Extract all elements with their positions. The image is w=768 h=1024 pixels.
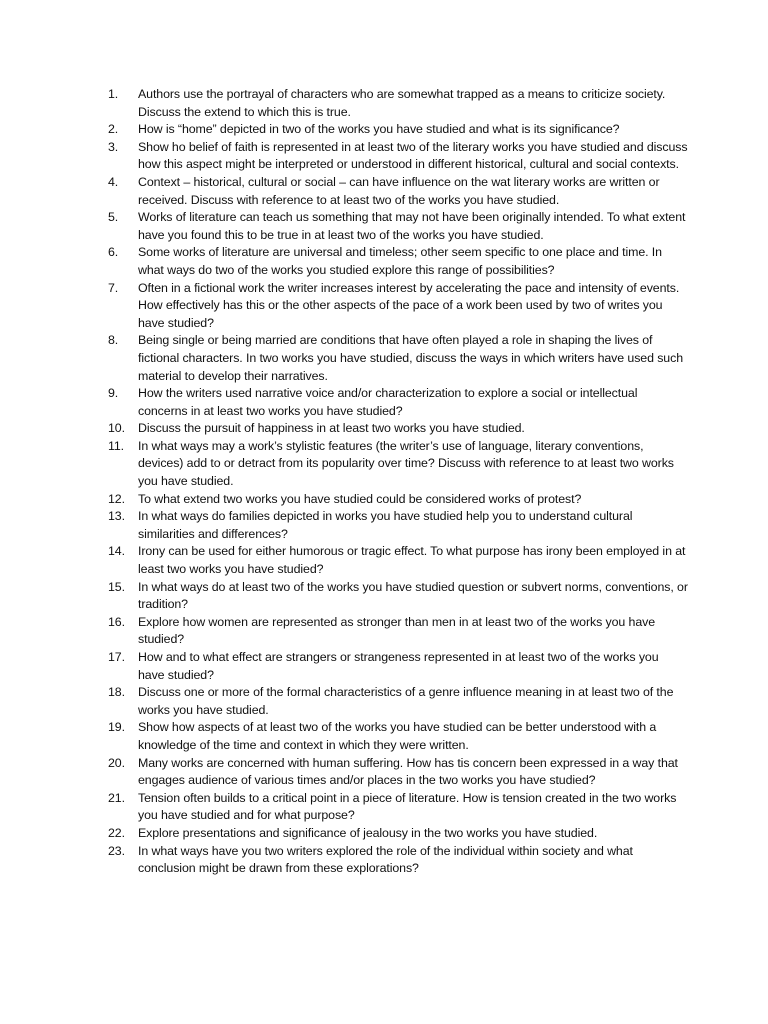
question-text: Often in a fictional work the writer increases interest by accelerating the pace and intensity of events. How effectively has this or the other aspects of the pace of a work been used by two of writes you have studied? xyxy=(138,280,680,330)
question-text: How and to what effect are strangers or strangeness represented in at least two of the works you have studied? xyxy=(138,650,659,682)
question-number: 2. xyxy=(108,122,119,137)
question-text: Explore how women are represented as stronger than men in at least two of the works you have studied? xyxy=(138,614,655,647)
question-number: 18. xyxy=(108,685,125,700)
question-text: Tension often builds to a critical point in a piece of literature. How is tension created in the two works you have studied and for what purpose? xyxy=(138,790,677,823)
question-number: 19. xyxy=(108,720,125,735)
question-text: Explore presentations and significance of jealousy in the two works you have studied. xyxy=(138,825,598,840)
question-item xyxy=(108,139,688,174)
question-number: 8. xyxy=(108,333,119,348)
question-item xyxy=(108,280,688,333)
question-number: 7. xyxy=(108,280,119,295)
question-item xyxy=(108,614,688,649)
question-item xyxy=(108,790,688,825)
question-item xyxy=(108,508,688,543)
question-number: 11. xyxy=(108,438,125,453)
question-number: 10. xyxy=(108,421,125,436)
question-item xyxy=(108,491,688,509)
question-number: 1. xyxy=(108,87,119,101)
question-text: Irony can be used for either humorous or tragic effect. To what purpose has irony been employed in at least two works you have studied? xyxy=(138,544,686,577)
question-text: Discuss the pursuit of happiness in at least two works you have studied. xyxy=(138,421,525,436)
question-text: Some works of literature are universal and timeless; other seem specific to one place and time. In what ways do two of the works you studied explore this range of possibilities? xyxy=(138,245,662,277)
question-item xyxy=(108,579,688,614)
question-number: 17. xyxy=(108,650,125,664)
question-text: In what ways do at least two of the works you have studied question or subvert norms, conventions, or tradition? xyxy=(138,579,688,612)
question-number: 16. xyxy=(108,614,125,629)
question-number: 15. xyxy=(108,579,125,594)
question-text: Being single or being married are conditions that have often played a role in shaping the lives of fictional characters. In two works you have studied, discuss the ways in which writers have used such material to develop their narratives. xyxy=(138,333,683,383)
question-text: Works of literature can teach us something that may not have been originally intended. To what extent have you found this to be true in at least two of the works you have studied. xyxy=(138,210,686,242)
question-text: In what ways may a work’s stylistic features (the writer’s use of language, literary conventions, devices) add to or detract from its popularity over time? Discuss with reference to at least two works you have studied. xyxy=(138,438,674,489)
question-text: Show ho belief of faith is represented in at least two of the literary works you have studied and discuss how this aspect might be interpreted or understood in different historical, cultural and social contexts. xyxy=(138,139,688,172)
question-item xyxy=(108,825,688,843)
question-item xyxy=(108,543,688,578)
question-item xyxy=(108,174,688,209)
question-item xyxy=(108,649,688,684)
question-number: 4. xyxy=(108,174,119,189)
question-text: Context – historical, cultural or social – can have influence on the wat literary works are written or received. Discuss with reference to at least two of the works you have studied. xyxy=(138,174,660,207)
question-number: 20. xyxy=(108,755,125,770)
question-number: 9. xyxy=(108,386,119,401)
question-text: To what extend two works you have studied could be considered works of protest? xyxy=(138,491,582,506)
question-text: Show how aspects of at least two of the works you have studied can be better understood with a knowledge of the time and context in which they were written. xyxy=(138,720,657,752)
question-text: In what ways have you two writers explored the role of the individual within society and what conclusion might be drawn from these explorations? xyxy=(138,843,633,876)
question-item xyxy=(108,86,688,121)
question-item xyxy=(108,438,688,491)
question-item xyxy=(108,684,688,719)
question-text: Discuss one or more of the formal characteristics of a genre influence meaning in at least two of the works you have studied. xyxy=(138,685,674,717)
question-text: In what ways do families depicted in works you have studied help you to understand cultural similarities and differences? xyxy=(138,509,633,541)
question-number: 5. xyxy=(108,210,119,225)
question-number: 12. xyxy=(108,491,125,506)
question-item xyxy=(108,420,688,438)
question-number: 3. xyxy=(108,139,119,154)
question-item xyxy=(108,385,688,420)
question-number: 6. xyxy=(108,245,119,260)
question-number: 23. xyxy=(108,843,125,858)
question-item xyxy=(108,755,688,790)
question-item xyxy=(108,209,688,244)
question-list xyxy=(108,86,688,878)
question-number: 14. xyxy=(108,544,125,559)
question-item xyxy=(108,719,688,754)
question-item xyxy=(108,244,688,279)
question-text: How the writers used narrative voice and/or characterization to explore a social or intellectual concerns in at least two works you have studied? xyxy=(138,386,638,418)
question-number: 13. xyxy=(108,509,125,524)
question-item xyxy=(108,843,688,878)
question-number: 21. xyxy=(108,790,125,805)
question-text: How is “home” depicted in two of the works you have studied and what is its significance? xyxy=(138,122,620,137)
question-text: Authors use the portrayal of characters who are somewhat trapped as a means to criticize society. Discuss the extend to which this is true. xyxy=(138,87,666,119)
question-text: Many works are concerned with human suffering. How has tis concern been expressed in a way that engages audience of various times and/or places in the two works you have studied? xyxy=(138,755,678,788)
question-number: 22. xyxy=(108,825,125,840)
question-item xyxy=(108,332,688,385)
question-item xyxy=(108,121,688,139)
